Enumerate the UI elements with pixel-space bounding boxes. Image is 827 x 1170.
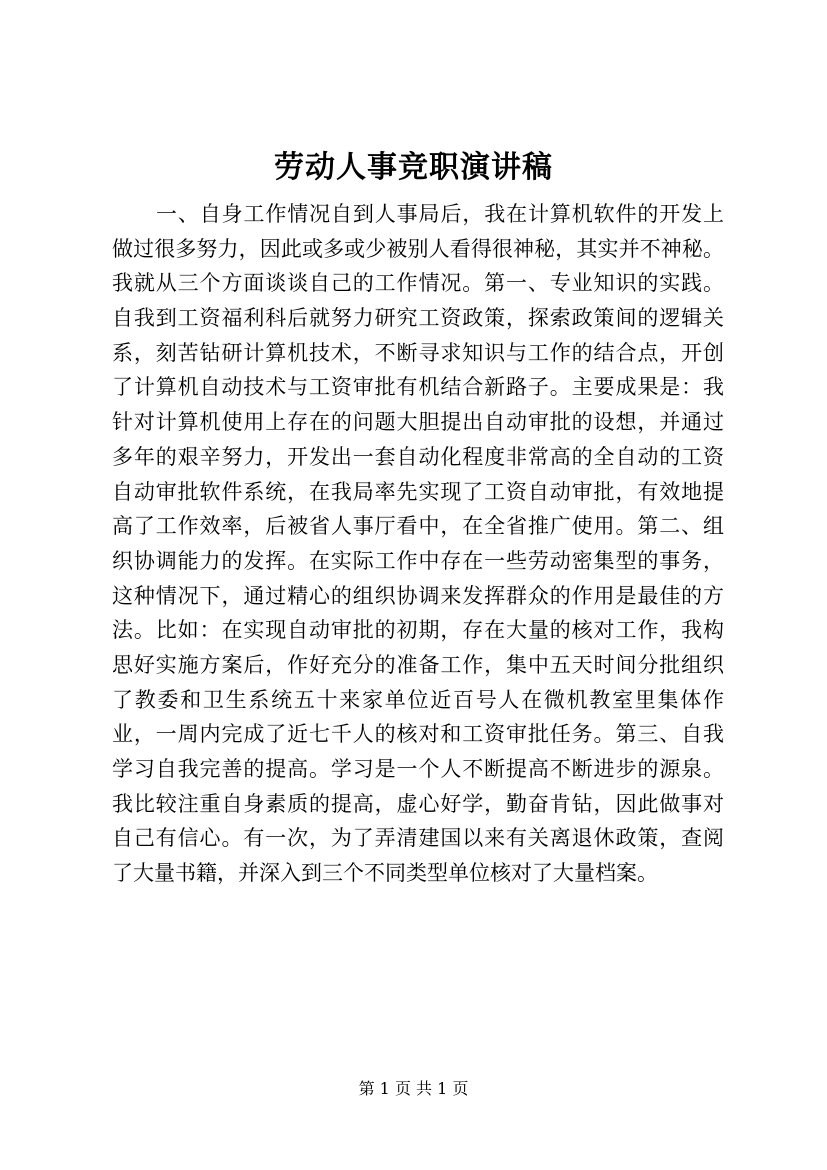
body-line: 系，刻苦钻研计算机技术，不断寻求知识与工作的结合点，开创 — [112, 340, 724, 365]
body-line: 了教委和卫生系统五十来家单位近百号人在微机教室里集体作 — [112, 687, 724, 712]
body-line: 做过很多努力，因此或多或少被别人看得很神秘，其实并不神秘。 — [112, 236, 724, 261]
body-line: 学习自我完善的提高。学习是一个人不断提高不断进步的源泉。 — [112, 757, 724, 781]
body-line: 法。比如：在实现自动审批的初期，存在大量的核对工作，我构 — [112, 618, 724, 643]
body-line: 自我到工资福利科后就努力研究工资政策，探索政策间的逻辑关 — [112, 306, 724, 331]
body-line: 自己有信心。有一次，为了弄清建国以来有关离退休政策，查阅 — [112, 826, 724, 851]
body-line: 这种情况下，通过精心的组织协调来发挥群众的作用是最佳的方 — [112, 583, 724, 608]
body-line: 业，一周内完成了近七千人的核对和工资审批任务。第三、自我 — [112, 722, 724, 747]
document-body — [112, 197, 724, 891]
page-number-footer: 第 1 页 共 1 页 — [358, 1079, 469, 1098]
body-line: 织协调能力的发挥。在实际工作中存在一些劳动密集型的事务， — [112, 548, 724, 573]
body-line: 思好实施方案后，作好充分的准备工作，集中五天时间分批组织 — [112, 652, 724, 677]
body-line: 了计算机自动技术与工资审批有机结合新路子。主要成果是：我 — [112, 375, 724, 400]
body-line: 一、自身工作情况自到人事局后，我在计算机软件的开发上 — [156, 202, 724, 226]
body-line: 高了工作效率，后被省人事厅看中，在全省推广使用。第二、组 — [112, 514, 724, 539]
body-line: 针对计算机使用上存在的问题大胆提出自动审批的设想，并通过 — [112, 410, 724, 435]
body-line: 多年的艰辛努力，开发出一套自动化程度非常高的全自动的工资 — [112, 444, 724, 469]
body-line: 我比较注重自身素质的提高，虚心好学，勤奋肯钻，因此做事对 — [112, 791, 724, 816]
body-line: 自动审批软件系统，在我局率先实现了工资自动审批，有效地提 — [112, 479, 724, 504]
body-line: 我就从三个方面谈谈自己的工作情况。第一、专业知识的实践。 — [112, 271, 724, 296]
body-line: 了大量书籍，并深入到三个不同类型单位核对了大量档案。 — [112, 861, 658, 886]
document-title: 劳动人事竞职演讲稿 — [274, 150, 553, 185]
